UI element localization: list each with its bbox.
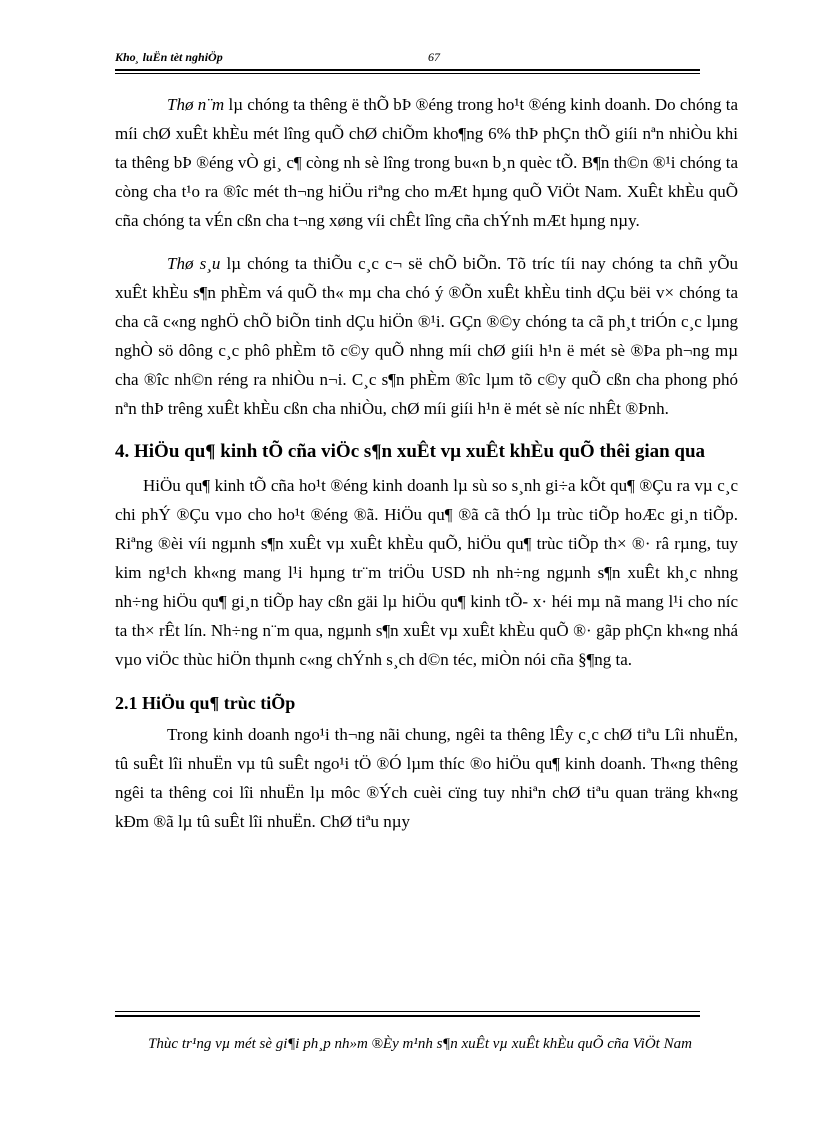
page-footer: Thùc tr¹ng vµ mét sè gi¶i ph¸p nh»m ®Èy m¹nh s¶n xuÊt vµ xuÊt khÈu quÕ cña ViÖt Nam	[148, 1036, 692, 1052]
paragraph-text: lµ chóng ta thiÕu c¸c c¬ së chÕ biÕn. Tõ tríc tíi nay chóng ta chñ yÕu xuÊt khÈu s¶n phÈm vá quÕ th« mµ cha chó ý ®Õn xuÊt khÈu tinh dÇu bëi v× chóng ta cha cã c«ng nghÖ chÕ biÕn tinh dÇu hiÖn ®¹i. GÇn ®©y chóng ta cã ph¸t triÓn c¸c lµng nghÒ sö dông c¸c phô phÈm tõ c©y quÕ nhng míi chØ giíi h¹n ë mét sè ®Þa ph¬ng mµ cha ®îc nh©n réng ra nhiÒu n¬i. C¸c s¶n phÈm ®îc lµm tõ c©y quÕ cßn cha phong phó nªn thÞ trêng xuÊt khÈu cßn cha nhiÒu, chØ míi giíi h¹n ë mét sè níc nhÊt ®Þnh.	[115, 254, 738, 418]
paragraph-fifth-point	[115, 90, 738, 235]
page-number: 67	[428, 50, 440, 64]
paragraph-text: lµ chóng ta thêng ë thÕ bÞ ®éng trong ho¹t ®éng kinh doanh. Do chóng ta míi chØ xuÊt khÈu mét lîng quÕ chØ chiÕm kho¶ng 6% thÞ phÇn thÕ giíi nªn nhiÒu khi ta thêng bÞ ®éng vÒ gi¸ c¶ còng nh sè lîng trong bu«n b¸n quèc tÕ. B¶n th©n ®¹i chóng ta còng cha t¹o ra ®îc mét th¬ng hiÖu riªng cho mÆt hµng quÕ ViÖt Nam. XuÊt khÈu quÕ cña chóng ta vÉn cßn cha t¬ng xøng víi chÊt lîng cña chÝnh mÆt hµng nµy.	[115, 95, 738, 230]
paragraph-economic-efficiency: HiÖu qu¶ kinh tÕ cña ho¹t ®éng kinh doanh lµ sù so s¸nh gi÷a kÕt qu¶ ®Çu ra vµ c¸c chi phÝ ®Çu vµo cho ho¹t ®éng ®ã. HiÖu qu¶ ®ã cã thÓ lµ trùc tiÕp hoÆc gi¸n tiÕp. Riªng ®èi víi ngµnh s¶n xuÊt vµ xuÊt khÈu quÕ, hiÖu qu¶ trùc tiÕp th× ®· râ rµng, tuy kim ng¹ch kh«ng mang l¹i hµng tr¨m triÖu USD nh nh÷ng ngµnh s¶n xuÊt kh¸c nhng nh÷ng hiÖu qu¶ gi¸n tiÕp hay cßn gäi lµ hiÖu qu¶ kinh tÕ- x· héi mµ nã mang l¹i cho níc ta th× rÊt lín. Nh÷ng n¨m qua, ngµnh s¶n xuÊt vµ xuÊt khÈu quÕ ®· gãp phÇn kh«ng nhá vµo viÖc thùc hiÖn thµnh c«ng chÝnh s¸ch d©n téc, miÒn nói cña §¶ng ta.	[115, 476, 738, 669]
footer-rule-thin	[115, 1011, 700, 1012]
page-body	[115, 90, 738, 836]
paragraph-term: Thø n¨m	[167, 95, 225, 114]
header-rule-thick	[115, 69, 700, 71]
paragraph-direct-efficiency: Trong kinh doanh ngo¹i th¬ng nãi chung, ngêi ta thêng lÊy c¸c chØ tiªu Lîi nhuËn, tû suÊt lîi nhuËn vµ tû suÊt ngo¹i tÖ ®Ó lµm thíc ®o hiÖu qu¶ kinh doanh. Th«ng thêng ngêi ta thêng coi lîi nhuËn lµ môc ®Ých cuèi cïng tuy nhiªn chØ tiªu quan träng kh«ng kÐm ®ã lµ tû suÊt lîi nhuËn. ChØ tiªu nµy	[115, 725, 738, 831]
footer-rule-thick	[115, 1015, 700, 1017]
paragraph-term: Thø s¸u	[167, 254, 221, 273]
section-4-heading: 4. HiÖu qu¶ kinh tÕ cña viÖc s¶n xuÊt vµ xuÊt khÈu quÕ thêi gian qua	[115, 441, 706, 462]
paragraph-sixth-point	[115, 249, 738, 423]
page-header	[115, 48, 700, 68]
header-title: Kho¸ luËn tèt nghiÖp	[115, 50, 223, 64]
section-2-1-heading: 2.1 HiÖu qu¶ trùc tiÕp	[115, 693, 296, 713]
header-rule-thin	[115, 73, 700, 74]
